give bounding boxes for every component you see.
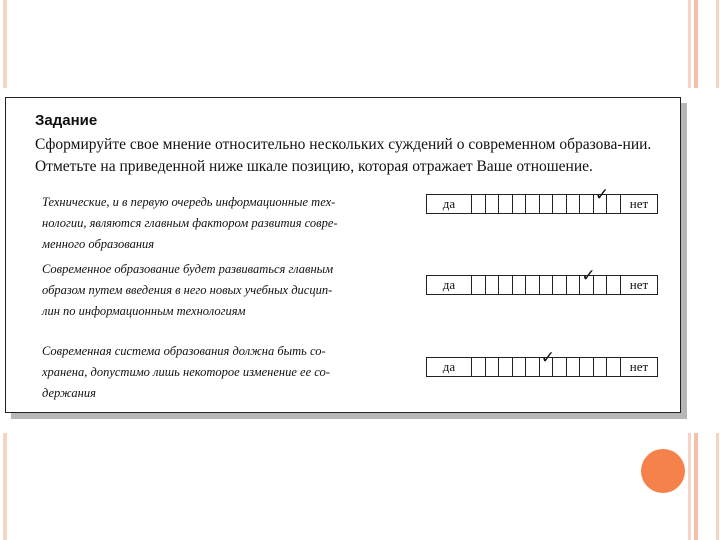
statement-1-line: менного образования [42,237,155,251]
statement-1-line: нологии, являются главным фактором развития совре- [42,216,338,230]
scale-cell[interactable] [526,195,540,213]
statement-2-line: Современное образование будет развиваться главным [42,262,334,276]
statement-1 [42,192,392,255]
rating-scale-3[interactable] [426,348,658,377]
scale-cell[interactable] [607,358,620,376]
scale-cell[interactable] [540,195,554,213]
scale-cell[interactable] [580,195,594,213]
decorative-circle [641,449,685,493]
scale-cell[interactable] [580,358,594,376]
scale-cell[interactable] [540,348,555,376]
scale-cell[interactable] [594,276,608,294]
scale-yes-label: да [427,276,472,294]
scale-cell[interactable] [513,276,527,294]
scale-cell[interactable] [499,276,513,294]
scale-cell[interactable] [513,358,527,376]
scale-cell[interactable] [553,195,567,213]
statement-3-line: Современная система образования должна быть со- [42,344,326,358]
checkmark-icon: ✓ [594,185,610,205]
scale-no-label: нет [620,358,657,376]
statement-3-line: хранена, допустимо лишь некоторое изменение ее со- [42,365,330,379]
task-panel [5,97,681,413]
statement-3 [42,341,392,404]
scale-cell[interactable] [486,276,500,294]
task-title: Задание [35,112,98,129]
scale-cell[interactable] [607,195,620,213]
scale-cell[interactable] [607,276,620,294]
statement-2-line: образом путем введения в него новых учебных дисцип- [42,283,333,297]
scale-cell[interactable] [526,358,540,376]
scale-cell[interactable] [540,276,554,294]
task-instructions: Сформируйте свое мнение относительно нескольких суждений о современном образова-нии. Отметьте на приведенной ниже шкале позицию, которая отражает Ваше отношение. [35,136,652,175]
checkmark-icon: ✓ [540,348,555,368]
scale-cell[interactable] [553,276,567,294]
scale-cell[interactable] [580,266,596,294]
checkmark-icon: ✓ [581,266,596,286]
scale-cell[interactable] [553,358,567,376]
scale-cell[interactable] [567,276,581,294]
rating-scale-1[interactable] [426,185,658,214]
rating-scale-2[interactable] [426,266,658,295]
scale-cell[interactable] [567,195,581,213]
scale-cell[interactable] [513,195,527,213]
scale-cell[interactable] [472,195,486,213]
statement-2 [42,259,392,322]
scale-cell[interactable] [499,195,513,213]
scale-no-label: нет [620,195,657,213]
scale-cell[interactable] [594,358,608,376]
statement-2-line: лин по информационным технологиям [42,304,246,318]
statement-1-line: Технические, и в первую очередь информационные тех- [42,195,336,209]
scale-yes-label: да [427,195,472,213]
scale-cell[interactable] [499,358,513,376]
scale-cell[interactable] [526,276,540,294]
scale-yes-label: да [427,358,472,376]
scale-cell[interactable] [486,358,500,376]
scale-cell[interactable] [567,358,581,376]
scale-cell[interactable] [472,276,486,294]
statement-3-line: держания [42,386,96,400]
scale-cell[interactable] [472,358,486,376]
scale-cell[interactable] [486,195,500,213]
scale-no-label: нет [620,276,657,294]
scale-cell[interactable] [594,185,610,213]
